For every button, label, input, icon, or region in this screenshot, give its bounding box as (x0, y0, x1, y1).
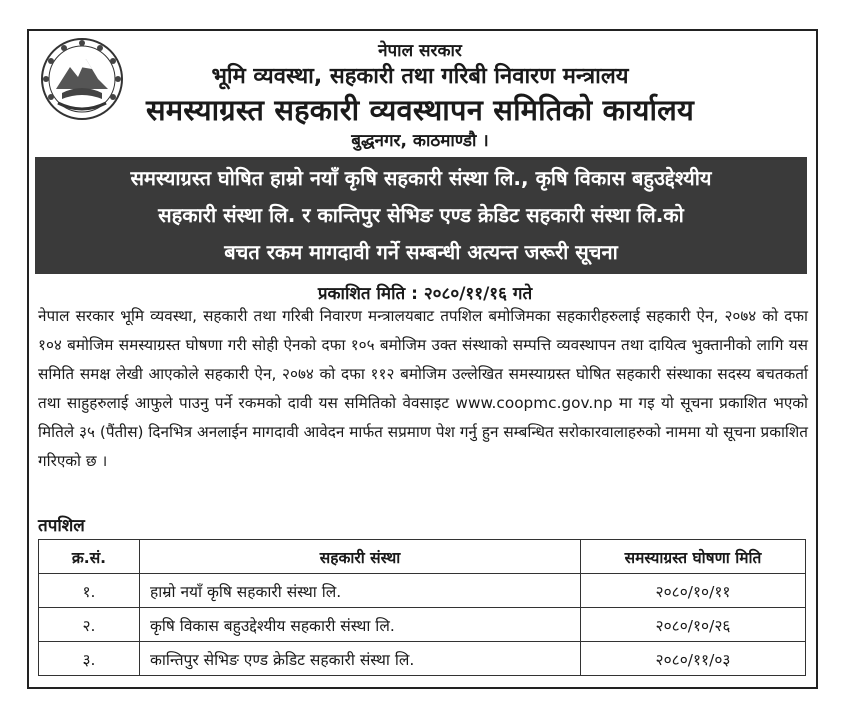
notice-body: नेपाल सरकार भूमि व्यवस्था, सहकारी तथा गरिबी निवारण मन्त्रालयबाट तपशिल बमोजिमका सहकारीहरुलाई सहकारी ऐन, २०७४ को दफा १०४ बमोजिम समस्याग्रस्त घोषणा गरी सोही ऐनको दफा १०५ बमोजिम उक्त संस्थाको सम्पत्ति व्यवस्थापन तथा दायित्व भुक्तानीको लागि यस समिति समक्ष लेखी आएकोले सहकारी ऐन, २०७४ को दफा ११२ बमोजिम उल्लेखित समस्याग्रस्त घोषित सहकारी संस्थाका सदस्य बचतकर्ता तथा साहुहरुलाई आफुले पाउनु पर्ने रकमको दावी यस समितिको वेवसाइट www.coopmc.gov.np मा गइ यो सूचना प्रकाशित भएको मितिले ३५ (पैंतीस) दिनभित्र अनलाईन मागदावी आवेदन मार्फत सप्रमाण पेश गर्नु हुन सम्बन्धित सरोकारवालाहरुको नाममा यो सूचना प्रकाशित गरिएको छ । (38, 307, 808, 470)
declaration-date-cell: २०८०/११/०३ (581, 642, 806, 676)
notice-title-line: सहकारी संस्था लि. र कान्तिपुर सेभिङ एण्ड क्रेडिट सहकारी संस्था लि.को (158, 203, 684, 227)
schedule-label: तपशिल (38, 516, 85, 536)
notice-title-line: समस्याग्रस्त घोषित हाम्रो नयाँ कृषि सहकारी संस्था लि., कृषि विकास बहुउद्देश्यीय (130, 166, 712, 190)
declaration-date-cell: २०८०/१०/११ (581, 574, 806, 608)
published-date: प्रकाशित मिति : २०८०/११/१६ गते (317, 284, 533, 304)
office-address: बुद्धनगर, काठमाण्डौ । (351, 131, 489, 151)
notice-title-line: बचत रकम मागदावी गर्ने सम्बन्धी अत्यन्त जरूरी सूचना (224, 240, 618, 264)
column-header-declaration-date: समस्याग्रस्त घोषणा मिति (581, 540, 806, 574)
table-row (39, 642, 806, 676)
nepal-government-emblem-icon (40, 37, 124, 121)
table-row (39, 574, 806, 608)
column-header-serial: क्र.सं. (39, 540, 140, 574)
declaration-date-cell: २०८०/१०/२६ (581, 608, 806, 642)
serial-cell: २. (39, 608, 140, 642)
cooperatives-table (38, 539, 806, 676)
cooperative-name-cell: कृषि विकास बहुउद्देश्यीय सहकारी संस्था लि. (140, 608, 581, 642)
table-row (39, 608, 806, 642)
ministry-name: भूमि व्यवस्था, सहकारी तथा गरिबी निवारण मन्त्रालय (211, 64, 629, 89)
serial-cell: ३. (39, 642, 140, 676)
cooperative-name-cell: कान्तिपुर सेभिङ एण्ड क्रेडिट सहकारी संस्था लि. (140, 642, 581, 676)
table-header-row (39, 540, 806, 574)
column-header-cooperative: सहकारी संस्था (140, 540, 581, 574)
notice-title-banner (35, 157, 807, 274)
office-name: समस्याग्रस्त सहकारी व्यवस्थापन समितिको कार्यालय (145, 93, 695, 127)
serial-cell: १. (39, 574, 140, 608)
cooperative-name-cell: हाम्रो नयाँ कृषि सहकारी संस्था लि. (140, 574, 581, 608)
government-name: नेपाल सरकार (378, 41, 462, 61)
